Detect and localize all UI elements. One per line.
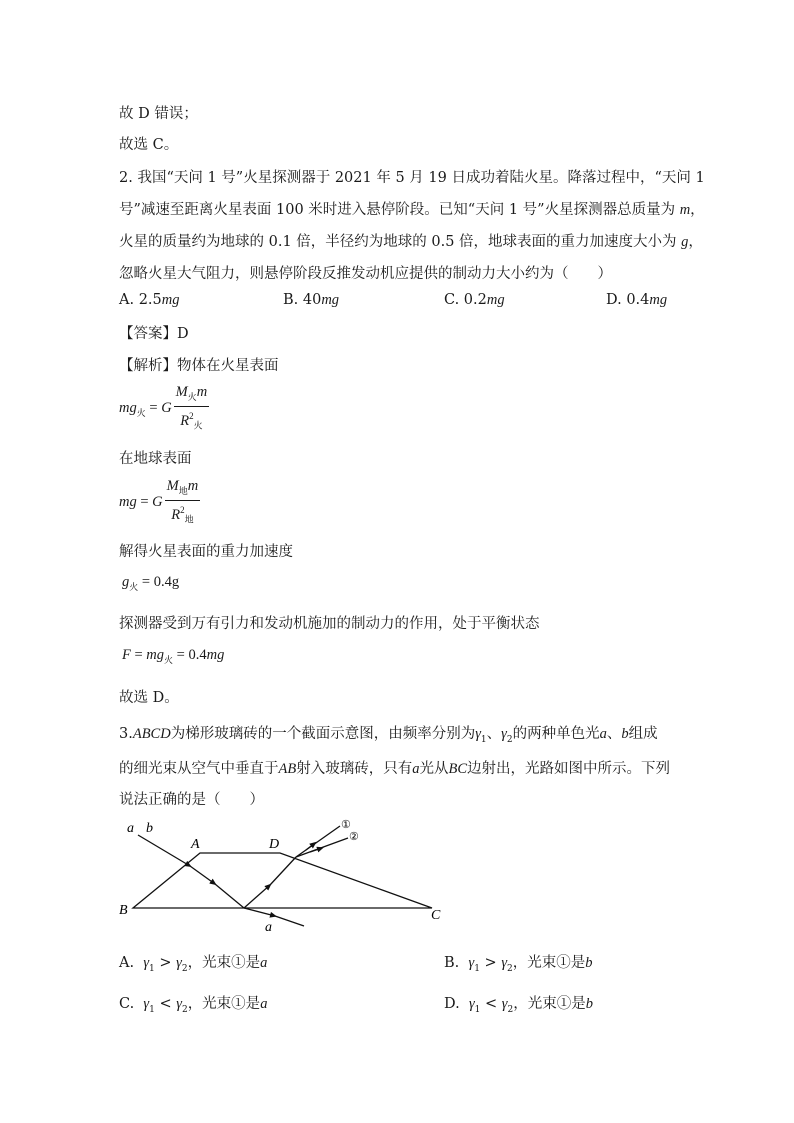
label-vertex-c: C — [431, 908, 441, 923]
q2-equation-earth-gravity: mg = G $\frac{M_地m}{R^2_地}$ — [119, 478, 199, 525]
q2-equation-mars-gravity: $mg_火 = G$ $\frac{M_火m}{R^2_火}$ — [119, 384, 208, 431]
label-vertex-a: A — [191, 837, 200, 852]
prev-conclusion-1: 故 D 错误； — [119, 106, 198, 122]
q2-option-a[interactable]: A. 2.5mg — [119, 292, 180, 308]
prism-trapezoid — [133, 853, 432, 908]
q3-option-c[interactable]: C. $\gamma_1 < \gamma_2$，光束①是a — [119, 996, 268, 1015]
q2-equation-force: $F = mg_火 = 0.4mg$ — [122, 647, 225, 665]
incident-beam — [138, 835, 190, 866]
label-beam-2: ② — [349, 831, 359, 843]
q2-solve-text: 解得火星表面的重力加速度 — [119, 544, 293, 560]
q2-conclusion: 故选 D。 — [119, 690, 179, 706]
exit-beam-2 — [296, 838, 348, 857]
q2-stem-line-3: 火星的质量约为地球的 0.1 倍，半径约为地球的 0.5 倍，地球表面的重力加速度大小为 g， — [119, 234, 703, 250]
q2-option-b[interactable]: B. 40mg — [283, 292, 340, 308]
q2-balance-text: 探测器受到万有引力和发动机施加的制动力的作用，处于平衡状态 — [119, 616, 540, 632]
inner-beam-2 — [215, 884, 244, 908]
q3-stem-line-2: 的细光束从空气中垂直于AB射入玻璃砖，只有a光从BC边射出，光路如图中所示。下列 — [119, 761, 670, 777]
label-incident-a: a — [127, 821, 134, 836]
prev-conclusion-2: 故选 C。 — [119, 137, 179, 153]
q2-equation-mars-g: $g_火 = 0.4g$ — [122, 574, 180, 592]
inner-beam-1 — [190, 866, 215, 884]
label-incident-b: b — [146, 821, 153, 836]
q3-option-b[interactable]: B. $\gamma_1 > \gamma_2$，光束①是b — [444, 955, 593, 974]
q3-option-a[interactable]: A. $\gamma_1 > \gamma_2$，光束①是a — [119, 955, 268, 974]
q2-stem-line-1: 2. 我国“天问 1 号”火星探测器于 2021 年 5 月 19 日成功着陆火星。降落过程中，“天问 1 — [119, 170, 705, 186]
q2-analysis-heading: 【解析】物体在火星表面 — [119, 358, 279, 374]
q3-prism-diagram — [0, 815, 794, 935]
exit-beam-a — [244, 908, 275, 916]
q2-answer: 【答案】D — [119, 326, 189, 342]
q3-stem-line-1: 3.ABCD为梯形玻璃砖的一个截面示意图，由频率分别为$\gamma_1$、$\gamma_2$的两种单色光a、b组成 — [119, 726, 658, 745]
label-vertex-d: D — [269, 837, 280, 852]
q2-earth-surface-text: 在地球表面 — [119, 451, 192, 467]
q2-option-d[interactable]: D. 0.4mg — [606, 292, 668, 308]
q3-stem-line-3: 说法正确的是（ ） — [119, 792, 264, 808]
exit-beam-1 — [296, 826, 340, 857]
reflected-beam — [244, 885, 270, 908]
q2-stem-line-2: 号”减速至距离火星表面 100 米时进入悬停阶段。已知“天问 1 号”火星探测器总质量为 m， — [119, 202, 705, 218]
q2-stem-line-4: 忽略火星大气阻力，则悬停阶段反推发动机应提供的制动力大小约为（ ） — [119, 266, 612, 282]
q3-option-d[interactable]: D. $\gamma_1 < \gamma_2$，光束①是b — [444, 996, 593, 1015]
q2-option-c[interactable]: C. 0.2mg — [444, 292, 505, 308]
label-beam-1: ① — [341, 819, 351, 831]
label-exit-a: a — [265, 920, 272, 935]
label-vertex-b: B — [119, 903, 128, 918]
